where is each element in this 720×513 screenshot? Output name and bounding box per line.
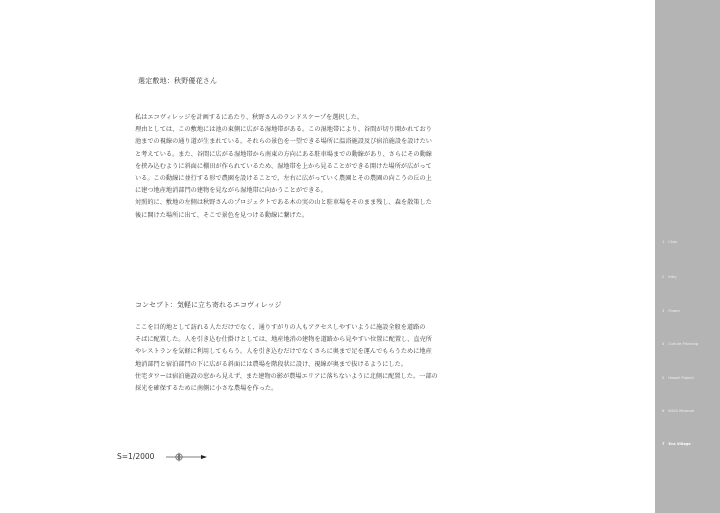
nav-item-label: Culture Planning	[668, 342, 699, 346]
text-line: 住宅タワーは宿泊施設の窓から見えず、また建物の影が農場エリアに落ちないように北側に配置した。一部の	[135, 372, 438, 380]
text-line: を挟み込むように斜面に棚田が作られているため、湿地帯を上から見ることができる開けた場所が広がって	[135, 162, 432, 170]
nav-item-chair[interactable]	[662, 240, 678, 244]
site-label: 選定敷地：秋野優花さん	[138, 77, 218, 85]
text-line: そばに配置した。人を引き込む仕掛けとしては、地産地消の建物を道路から見やすい位置に配置し、直売所	[135, 336, 432, 344]
text-line: ここを目的地として訪れる人ただけでなく、通りすがりの人もアクセスしやすいように施設全般を道路の	[135, 324, 426, 331]
nav-item-label: Eco Village	[668, 442, 691, 446]
nav-item-label: Hawaii Project	[668, 376, 694, 380]
text-line: に建つ地産地消部門の建物を見ながら湿地帯に向かうことができる。	[135, 187, 327, 195]
concept-label: コンセプト：気軽に立ち寄れるエコヴィレッジ	[135, 301, 282, 309]
text-line: 池までの視線の通り道が生まれている。それらの景色を一望できる場所に温浴施設及び宿泊施設を設けたい	[135, 138, 432, 146]
nav-item-label: Chair	[668, 240, 678, 244]
nav-item-number: 3	[662, 309, 665, 313]
text-line: 採光を確保するために南側に小さな農場を作った。	[135, 385, 278, 393]
scale-label: S=1/2000	[117, 452, 155, 461]
text-line: 後に開けた場所に出て、そこで景色を見つける動線に繋げた。	[135, 211, 309, 219]
sidebar-nav	[655, 0, 720, 513]
nav-item-number: 5	[662, 376, 665, 380]
text-line: 地消部門と宿泊部門の下に広がる斜面には農場を階段状に設け、視線が奥まで抜けるようにした。	[135, 360, 407, 368]
nav-item-number: 1	[662, 240, 665, 244]
text-line: 対照的に、敷地の左側は秋野さんのプロジェクトである木の実の山と駐車場をそのまま残し、森を散策した	[135, 199, 432, 207]
text-line: やレストランを気軽に利用してもらう。人を引き込むだけでなくさらに奥まで足を運んでもらうために地産	[135, 348, 432, 356]
text-line: いる。この動線に並行する形で農園を設けることで、左右に広がっていく農園とその農園の向こうの丘の上	[135, 175, 432, 183]
concept-paragraph	[135, 322, 470, 395]
text-line: 理由としては、この敷地には池の東側に広がる湿地帯がある。この湿地帯により、谷間が切り開かれており	[135, 126, 432, 134]
nav-item-flower[interactable]	[662, 309, 680, 313]
nav-item-number: 7	[662, 442, 665, 446]
nav-item-number: 4	[662, 342, 665, 346]
nav-item-kitty[interactable]	[662, 275, 677, 279]
intro-paragraph	[135, 112, 470, 222]
nav-item-number: 6	[662, 409, 665, 413]
text-line: と考えている。また、谷間に広がる湿地帯から南東の方向にある駐車場までの動線があり、さらにその動線	[135, 150, 432, 158]
nav-item-label: Flower	[668, 309, 681, 313]
nav-item-number: 2	[662, 275, 665, 279]
north-arrow-icon	[166, 450, 208, 464]
nav-item-label: Kitty	[668, 275, 677, 279]
nav-item-kuas-museum[interactable]	[662, 409, 694, 413]
nav-item-label: KUAS Museum	[668, 409, 695, 413]
nav-item-culture-planning[interactable]	[662, 342, 698, 346]
nav-item-hawaii-project[interactable]	[662, 376, 694, 380]
text-line: 私はエコヴィレッジを計画するにあたり、秋野さんのランドスケープを選択した。	[135, 114, 364, 121]
nav-item-eco-village[interactable]	[662, 442, 691, 446]
